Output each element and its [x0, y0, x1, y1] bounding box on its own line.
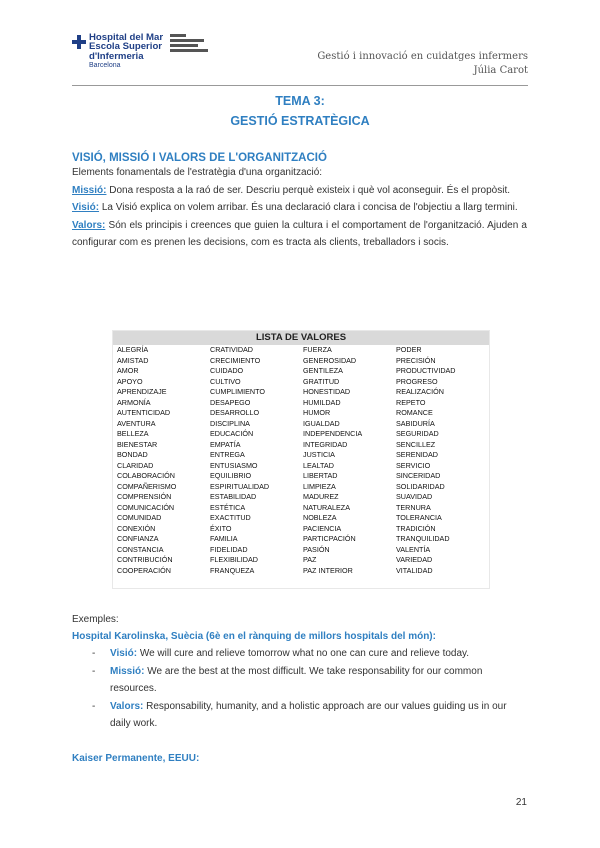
value-cell: CONSTANCIA [117, 544, 164, 554]
value-cell: AMOR [117, 366, 139, 375]
value-cell: SABIDURÍA [396, 418, 435, 428]
page-title-line1: TEMA 3: [275, 94, 325, 108]
value-cell: SUAVIDAD [396, 492, 433, 501]
value-cell: FAMILIA [210, 534, 238, 543]
value-cell: PRODUCTIVIDAD [396, 366, 456, 375]
value-cell: CONFIANZA [117, 534, 159, 543]
value-cell: ESTABILIDAD [210, 492, 257, 501]
value-cell: PAZ INTERIOR [303, 565, 353, 575]
list-item: - Valors: Responsability, humanity, and a holistic approach are our values guiding us in our daily work. [92, 700, 507, 729]
author-name: Júlia Carot [473, 65, 528, 76]
header-course-info [317, 50, 528, 78]
value-cell: SENCILLEZ [396, 439, 436, 449]
value-cell: CONEXIÓN [117, 523, 156, 533]
value-cell: FRANQUEZA [210, 565, 255, 575]
value-cell: HUMOR [303, 408, 331, 417]
vision-bullet-text: We will cure and relieve tomorrow what no one can cure and relieve today. [137, 648, 470, 659]
header-divider [72, 85, 528, 86]
kaiser-heading: Kaiser Permanente, EEUU: [72, 753, 200, 764]
value-cell: ENTREGA [210, 450, 245, 459]
values-column [117, 345, 210, 576]
values-table [112, 330, 490, 589]
karolinska-list [92, 645, 527, 733]
mission-text: Dona resposta a la raó de ser. Descriu perquè existeix i què vol aconseguir. És el propòsit. [106, 184, 511, 196]
value-cell: NATURALEZA [303, 502, 350, 512]
value-cell: COMPAÑERISMO [117, 481, 177, 491]
value-cell: DESARROLLO [210, 408, 260, 417]
value-cell: TRANQUILIDAD [396, 534, 450, 543]
values-column [303, 345, 396, 576]
value-cell: REPETO [396, 397, 426, 407]
values-paragraph [72, 217, 527, 252]
value-cell: PARTICPACIÓN [303, 534, 356, 543]
value-cell: APRENDIZAJE [117, 387, 167, 396]
value-cell: PAZ [303, 555, 317, 564]
vision-paragraph [72, 199, 527, 217]
value-cell: ENTUSIASMO [210, 460, 258, 470]
value-cell: EMPATÍA [210, 439, 241, 449]
value-cell: VARIEDAD [396, 555, 433, 564]
list-item: - Missió: We are the best at the most difficult. We take responsability for our common resources. [92, 665, 483, 694]
value-cell: LIMPIEZA [303, 481, 336, 491]
value-cell: REALIZACIÓN [396, 387, 444, 396]
value-cell: COMUNIDAD [117, 513, 162, 522]
course-title: Gestió i innovació en cuidatges infermers [317, 51, 528, 62]
value-cell: ROMANCE [396, 408, 433, 417]
value-cell: CUMPLIMIENTO [210, 387, 265, 396]
value-cell: SOLIDARIDAD [396, 481, 445, 491]
list-item: - Visió: We will cure and relieve tomorrow what no one can cure and relieve today. [92, 648, 470, 659]
value-cell: BELLEZA [117, 429, 149, 438]
examples-label: Exemples: [72, 614, 119, 625]
logo-text: Hospital del Mar Escola Superior d'Infermeria Barcelona [89, 32, 164, 70]
value-cell: EXACTITUD [210, 513, 251, 522]
mission-label: Missió: [72, 184, 107, 196]
values-table-title: LISTA DE VALORES [113, 331, 489, 345]
value-cell: INDEPENDENCIA [303, 429, 363, 438]
value-cell: SINCERIDAD [396, 471, 441, 480]
value-cell: GENEROSIDAD [303, 355, 357, 365]
value-cell: PASIÓN [303, 544, 330, 554]
value-cell: BIENESTAR [117, 439, 158, 449]
values-table-columns [113, 345, 489, 576]
karolinska-heading: Hospital Karolinska, Suècia (6è en el rànquing de millors hospitals del món): [72, 631, 436, 642]
value-cell: COMPRENSIÓN [117, 492, 172, 501]
value-cell: PACIENCIA [303, 523, 342, 533]
value-cell: BONDAD [117, 450, 148, 459]
value-cell: COMUNICACIÓN [117, 502, 175, 512]
value-cell: DESAPEGO [210, 397, 251, 407]
value-cell: HONESTIDAD [303, 387, 351, 396]
value-cell: CUIDADO [210, 366, 244, 375]
value-cell: AUTENTICIDAD [117, 408, 171, 417]
value-cell: EDUCACIÓN [210, 429, 254, 438]
value-cell: MADUREZ [303, 492, 339, 501]
value-cell: VITALIDAD [396, 565, 433, 575]
value-cell: CLARIDAD [117, 460, 154, 470]
vision-label: Visió: [72, 202, 100, 213]
value-cell: DISCIPLINA [210, 418, 250, 428]
cross-icon [72, 35, 86, 49]
value-cell: ALEGRÍA [117, 345, 149, 354]
value-cell: PROGRESO [396, 376, 438, 386]
value-cell: VALENTÍA [396, 544, 431, 554]
value-cell: CULTIVO [210, 376, 241, 386]
value-cell: NOBLEZA [303, 513, 337, 522]
value-cell: GRATITUD [303, 376, 340, 386]
value-cell: CRATIVIDAD [210, 345, 253, 354]
value-cell: PODER [396, 345, 422, 354]
value-cell: AMISTAD [117, 355, 149, 365]
value-cell: INTEGRIDAD [303, 439, 348, 449]
value-cell: AVENTURA [117, 418, 156, 428]
values-column [396, 345, 489, 576]
value-cell: APOYO [117, 376, 143, 386]
value-cell: FLEXIBILIDAD [210, 555, 258, 564]
value-cell: SERENIDAD [396, 450, 438, 459]
value-cell: ESPIRITUALIDAD [210, 481, 270, 491]
secondary-logo-icon [170, 34, 210, 58]
value-cell: GENTILEZA [303, 366, 343, 375]
value-cell: SERVICIO [396, 460, 431, 470]
value-cell: COOPERACIÓN [117, 565, 171, 575]
values-bullet-label: Valors: [110, 700, 144, 712]
section-heading: VISIÓ, MISSIÓ I VALORS DE L'ORGANITZACIÓ [72, 152, 327, 164]
page-title-line2: GESTIÓ ESTRATÈGICA [230, 114, 370, 128]
value-cell: ARMONÍA [117, 397, 151, 407]
value-cell: EQUILIBRIO [210, 471, 252, 480]
value-cell: CRECIMIENTO [210, 355, 261, 365]
value-cell: COLABORACIÓN [117, 471, 175, 480]
value-cell: CONTRIBUCIÓN [117, 555, 173, 564]
value-cell: IGUALDAD [303, 418, 340, 428]
values-bullet-text: Responsability, humanity, and a holistic approach are our values guiding us in our daily work. [110, 700, 507, 729]
value-cell: ESTÉTICA [210, 502, 246, 512]
values-text: Són els principis i creences que guien la cultura i el comportament de l'organització. Ajuden a configurar com es prenen les decisions, com es tracta als clients, treballadors i socis. [72, 219, 527, 248]
mission-bullet-text: We are the best at the most difficult. We take responsability for our common resources. [110, 665, 483, 694]
intro-text: Elements fonamentals de l'estratègia d'una organització: [72, 167, 323, 178]
value-cell: ÉXITO [210, 523, 232, 533]
value-cell: FIDELIDAD [210, 544, 248, 554]
value-cell: JUSTICIA [303, 450, 335, 459]
mission-bullet-label: Missió: [110, 665, 145, 677]
value-cell: TOLERANCIA [396, 513, 442, 522]
value-cell: FUERZA [303, 345, 332, 354]
mission-paragraph [72, 182, 527, 200]
value-cell: PRECISIÓN [396, 355, 436, 365]
value-cell: SEGURIDAD [396, 429, 439, 438]
page-number: 21 [515, 797, 527, 808]
value-cell: TRADICIÓN [396, 523, 436, 533]
values-label: Valors: [72, 219, 106, 231]
value-cell: LEALTAD [303, 460, 334, 470]
intro-paragraph [72, 164, 527, 252]
vision-text: La Visió explica on volem arribar. És una declaració clara i concisa de l'objectiu a llarg termini. [99, 202, 518, 213]
value-cell: LIBERTAD [303, 471, 338, 480]
values-column [210, 345, 303, 576]
value-cell: TERNURA [396, 502, 431, 512]
value-cell: HUMILDAD [303, 397, 341, 407]
vision-bullet-label: Visió: [110, 648, 138, 659]
